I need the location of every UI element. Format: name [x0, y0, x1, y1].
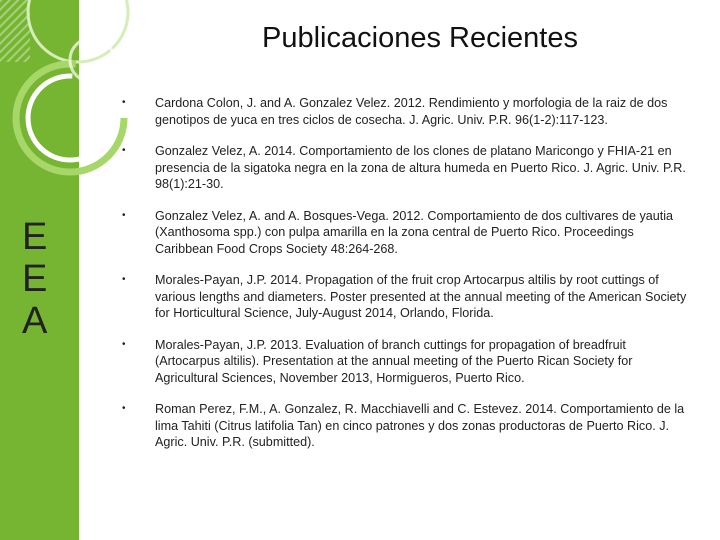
- publication-item: [119, 143, 689, 193]
- bullet-dot-icon: •: [122, 403, 126, 414]
- bullet-dot-icon: •: [122, 209, 126, 221]
- publication-item: [119, 337, 689, 387]
- publication-text: Cardona Colon, J. and A. Gonzalez Velez. 2012. Rendimiento y morfologia de la raiz de dos genotipos de yuca en tres ciclos de cosecha. J. Agric. Univ. P.R. 96(1-2):117-123.: [155, 96, 668, 127]
- bullet-dot-icon: •: [122, 97, 126, 108]
- publication-text: Gonzalez Velez, A. and A. Bosques-Vega. 2012. Comportamiento de dos cultivares de yautia (Xanthosoma spp.) con pulpa amarilla en la zona central de Puerto Rico. Proceedings Caribbean Food Crops Society 48:264-268.: [155, 208, 674, 256]
- publication-item: [119, 208, 689, 258]
- side-letter: E: [22, 216, 48, 258]
- stripe-pattern: [0, 0, 30, 62]
- slide-title: Publicaciones Recientes: [262, 22, 578, 54]
- publication-list: [119, 95, 689, 466]
- bullet-dot-icon: •: [122, 274, 126, 285]
- bullet-dot-icon: •: [122, 145, 126, 156]
- bullet-dot-icon: •: [122, 338, 126, 350]
- publication-text: Morales-Payan, J.P. 2013. Evaluation of branch cuttings for propagation of breadfruit (Artocarpus altilis). Presentation at the annual meeting of the Puerto Rican Society for Agricultural Sciences, November 2013, Hormigueros, Puerto Rico.: [155, 337, 633, 385]
- publication-text: Morales-Payan, J.P. 2014. Propagation of the fruit crop Artocarpus altilis by root cuttings of various lengths and diameters. Poster presented at the annual meeting of the American Society for Horticultural Science, July-August 2014, Orlando, Florida.: [155, 273, 687, 320]
- publication-item: [119, 401, 689, 451]
- publication-text: Roman Perez, F.M., A. Gonzalez, R. Macchiavelli and C. Estevez. 2014. Comportamiento de la lima Tahiti (Citrus latifolia Tan) en cinco patrones y dos zonas productoras de Puerto Rico. J. Agric. Univ. P.R. (submitted).: [155, 402, 685, 449]
- publication-item: [119, 272, 689, 322]
- side-acronym: [22, 216, 52, 342]
- side-letter: E: [22, 258, 48, 300]
- publication-text: Gonzalez Velez, A. 2014. Comportamiento de los clones de platano Maricongo y FHIA-21 en presencia de la sigatoka negra en la zona de altura humeda en Puerto Rico. J. Agric. Univ. P.R. 98(1):21-30.: [155, 144, 686, 191]
- publication-item: [119, 95, 689, 128]
- side-letter: A: [22, 300, 48, 342]
